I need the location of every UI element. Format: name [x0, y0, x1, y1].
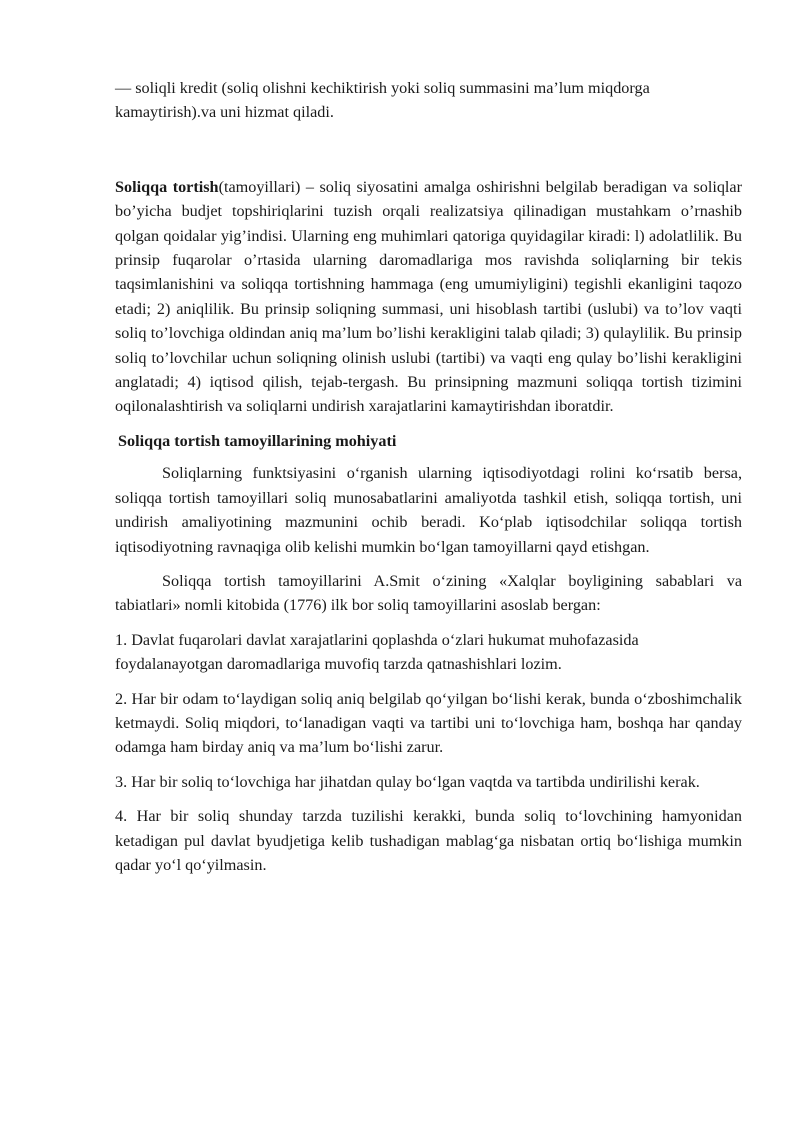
section-heading: Soliqqa tortish tamoyillarining mohiyati — [118, 431, 397, 450]
list-item-2: 2. Har bir odam to‘laydigan soliq aniq belgilab qo‘yilgan bo‘lishi kerak, bunda o‘zboshimchalik ketmaydi. Soliq miqdori, to‘lanadigan vaqti va tartibi uni to‘lovchiga ham, boshqa har qanday odamga ham birday aniq va ma’lum bo‘lishi zarur. — [115, 689, 742, 757]
list-item-3: 3. Har bir soliq to‘lovchiga har jihatdan qulay bo‘lgan vaqtda va tartibda undirilishi kerak. — [115, 772, 700, 791]
definition-text: (tamoyillari) – soliq siyosatini amalga oshirishni belgilab beradigan va soliqlar bo’yicha budjet topshiriqlarini tuzish orqali realizatsiya qilinadigan mustahkam o’rnashib qolgan qoidalar yig’indisi. Ularning eng muhimlari qatoriga quyidagilar kiradi: l) adolatlilik. Bu prinsip fuqarolar o’rtasida ularning daromadlariga mos ravishda soliqlarning bir tekis taqsimlanishini va soliqqa tortishning hammaga (eng umumiyligini) tegishli ekanligini taqozo etadi; 2) aniqlilik. Bu prinsip soliqning summasi, uni hisoblash tartibi (uslubi) va to’lov vaqti soliq to’lovchiga oldindan aniq ma’lum bo’lishi kerakligini talab qiladi; 3) qulaylilik. Bu prinsip soliq to’lovchilar uchun soliqning olinish uslubi (tartibi) va vaqti eng qulay bo’lishi kerakligini anglatadi; 4) iqtisod qilish, tejab-tergash. Bu prinsipning mazmuni soliqqa tortish tizimini oqilonalashtirish va soliqlarni undirish xarajatlarini kamaytirishdan iboratdir. — [115, 177, 742, 416]
definition-paragraph — [115, 175, 742, 419]
document-page — [115, 76, 742, 877]
definition-term: Soliqqa tortish — [115, 177, 219, 196]
list-item-4: 4. Har bir soliq shunday tarzda tuzilishi kerakki, bunda soliq to‘lovchining hamyonidan ketadigan pul davlat byudjetiga kelib tushadigan mablag‘ga nisbatan ortiq bo‘lishiga mumkin qadar yo‘l qo‘yilmasin. — [115, 807, 742, 874]
intro-line-2: kamaytirish).va uni hizmat qiladi. — [115, 103, 334, 122]
section-paragraph-2: Soliqqa tortish tamoyillarini A.Smit o‘zining «Xalqlar boyligining sabablari va tabiatlari» nomli kitobida (1776) ilk bor soliq tamoyillarini asoslab bergan: — [115, 571, 742, 615]
intro-line-1: — soliqli kredit (soliq olishni kechiktirish yoki soliq summasini ma’lum miqdorga — [115, 79, 650, 97]
section-paragraph-1: Soliqlarning funktsiyasini o‘rganish ularning iqtisodiyotdagi rolini ko‘rsatib bersa, soliqqa tortish tamoyillari soliq munosabatlarini amaliyotda tashkil etish, soliqqa tortish, uni undirish amaliyotining mazmunini ochib beradi. Ko‘plab iqtisodchilar soliqqa tortish iqtisodiyotning ravnaqiga olib kelishi mumkin bo‘lgan tamoyillarni qayd etishgan. — [115, 464, 742, 556]
spacer — [115, 125, 742, 175]
list-item-1: 1. Davlat fuqarolari davlat xarajatlarini qoplashda o‘zlari hukumat muhofazasida foydalanayotgan daromadlariga muvofiq tarzda qatnashishlari lozim. — [115, 630, 639, 674]
